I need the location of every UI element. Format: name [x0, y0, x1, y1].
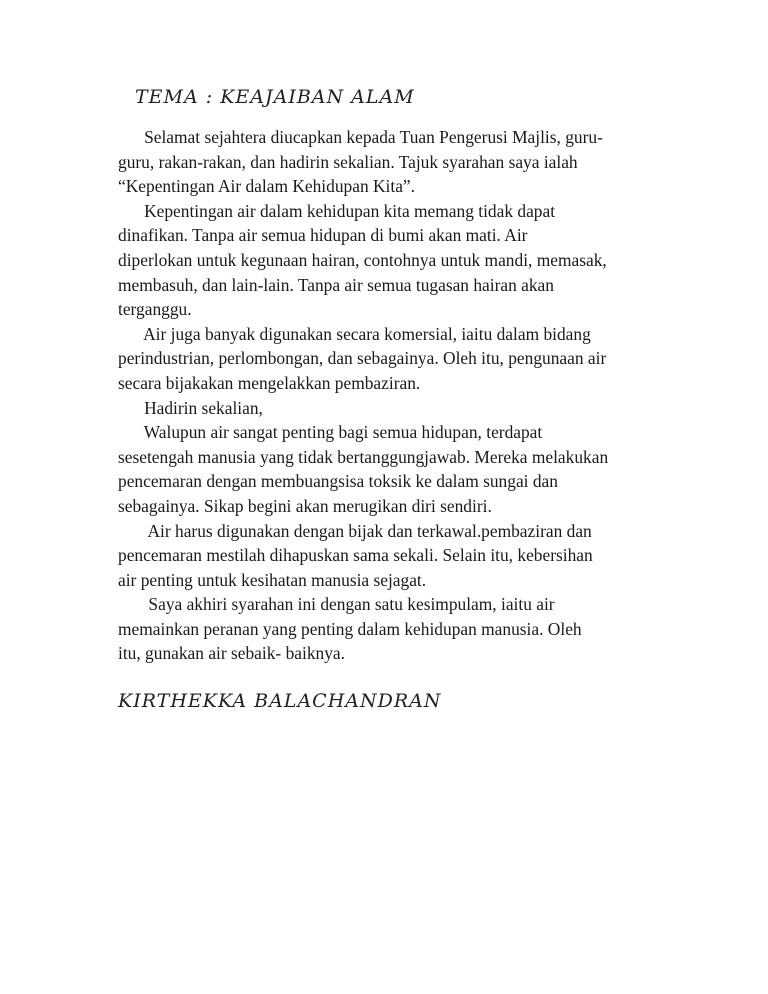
- text-line: Kepentingan air dalam kehidupan kita memang tidak dapat: [118, 200, 556, 221]
- text-line: itu, gunakan air sebaik- baiknya.: [118, 643, 345, 664]
- text-line: Hadirin sekalian,: [118, 397, 263, 418]
- text-line: air penting untuk kesihatan manusia sejagat.: [118, 569, 427, 590]
- speech-body: [118, 125, 663, 666]
- text-line: secara bijakakan mengelakkan pembaziran.: [118, 372, 421, 393]
- text-line: memainkan peranan yang penting dalam kehidupan manusia. Oleh: [118, 618, 582, 639]
- text-line: Selamat sejahtera diucapkan kepada Tuan Pengerusi Majlis, guru-: [118, 127, 603, 147]
- text-line: guru, rakan-rakan, dan hadirin sekalian. Tajuk syarahan saya ialah: [118, 151, 578, 172]
- text-line: dinafikan. Tanpa air semua hidupan di bumi akan mati. Air: [118, 225, 528, 246]
- text-line: sesetengah manusia yang tidak bertanggungjawab. Mereka melakukan: [118, 446, 609, 467]
- text-line: terganggu.: [118, 299, 192, 320]
- page-title: TEMA : KEAJAIBAN ALAM: [135, 86, 415, 108]
- text-line: Air juga banyak digunakan secara komersial, iaitu dalam bidang: [118, 323, 591, 344]
- text-line: pencemaran dengan membuangsisa toksik ke dalam sungai dan: [118, 471, 558, 492]
- text-line: Saya akhiri syarahan ini dengan satu kesimpulam, iaitu air: [118, 594, 555, 615]
- author-name: KIRTHEKKA BALACHANDRAN: [118, 690, 442, 712]
- text-line: “Kepentingan Air dalam Kehidupan Kita”.: [118, 176, 415, 197]
- text-line: sebagainya. Sikap begini akan merugikan diri sendiri.: [118, 495, 492, 516]
- text-line: pencemaran mestilah dihapuskan sama sekali. Selain itu, kebersihan: [118, 545, 593, 566]
- text-line: perindustrian, perlombongan, dan sebagainya. Oleh itu, pengunaan air: [118, 348, 607, 369]
- text-line: Air harus digunakan dengan bijak dan terkawal.pembaziran dan: [118, 520, 592, 541]
- text-line: Walupun air sangat penting bagi semua hidupan, terdapat: [118, 422, 543, 443]
- text-line: diperlokan untuk kegunaan hairan, contohnya untuk mandi, memasak,: [118, 249, 607, 270]
- text-line: membasuh, dan lain-lain. Tanpa air semua tugasan hairan akan: [118, 274, 554, 295]
